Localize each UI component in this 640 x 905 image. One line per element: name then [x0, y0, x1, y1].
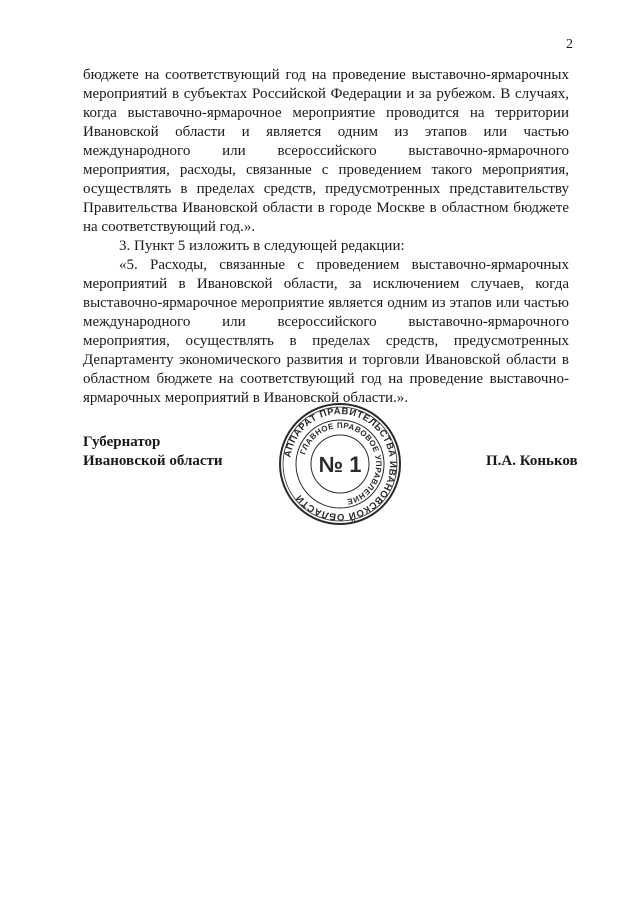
paragraph-continuation: бюджете на соответствующий год на проведение выставочно-ярмарочных мероприятий в субъектах Российской Федерации и за рубежом. В случаях, когда выставочно-ярмарочное мероприятие проводится на территории Ивановской области и является одним из этапов или частью международного или всероссийского выставочно-ярмарочного мероприятия, расходы, связанные с проведением такого мероприятия, осуществлять в пределах средств, предусмотренных представительству Правительства Ивановской области в городе Москве в областном бюджете на соответствующий год.».	[83, 67, 569, 235]
seal-inner-text: ГЛАВНОЕ ПРАВОВОЕ УПРАВЛЕНИЕ	[298, 420, 384, 507]
paragraph-item-5-quote: «5. Расходы, связанные с проведением выставочно-ярмарочных мероприятий в Ивановской области, за исключением случаев, когда выставочно-ярмарочное мероприятие является одним из этапов или частью международного или всероссийского выставочно-ярмарочного мероприятия, осуществлять в пределах средств, предусмотренных Департаменту экономического развития и торговли Ивановской области в областном бюджете на соответствующий год на проведение выставочно-ярмарочных мероприятий в Ивановской области.».	[83, 257, 569, 406]
signatory-title: Губернатор	[83, 434, 161, 450]
paragraph-item-3: 3. Пункт 5 изложить в следующей редакции:	[119, 238, 405, 254]
official-seal-stamp	[278, 402, 402, 526]
seal-number: № 1	[318, 452, 362, 477]
page-number: 2	[566, 37, 573, 52]
signatory-position	[83, 433, 223, 471]
signatory-region: Ивановской области	[83, 453, 223, 469]
seal-graphic	[278, 402, 402, 526]
document-body	[83, 66, 569, 408]
seal-outer-text: АППАРАТ ПРАВИТЕЛЬСТВА ИВАНОВСКОЙ ОБЛАСТИ	[282, 405, 399, 523]
signatory-name: П.А. Коньков	[486, 453, 578, 469]
